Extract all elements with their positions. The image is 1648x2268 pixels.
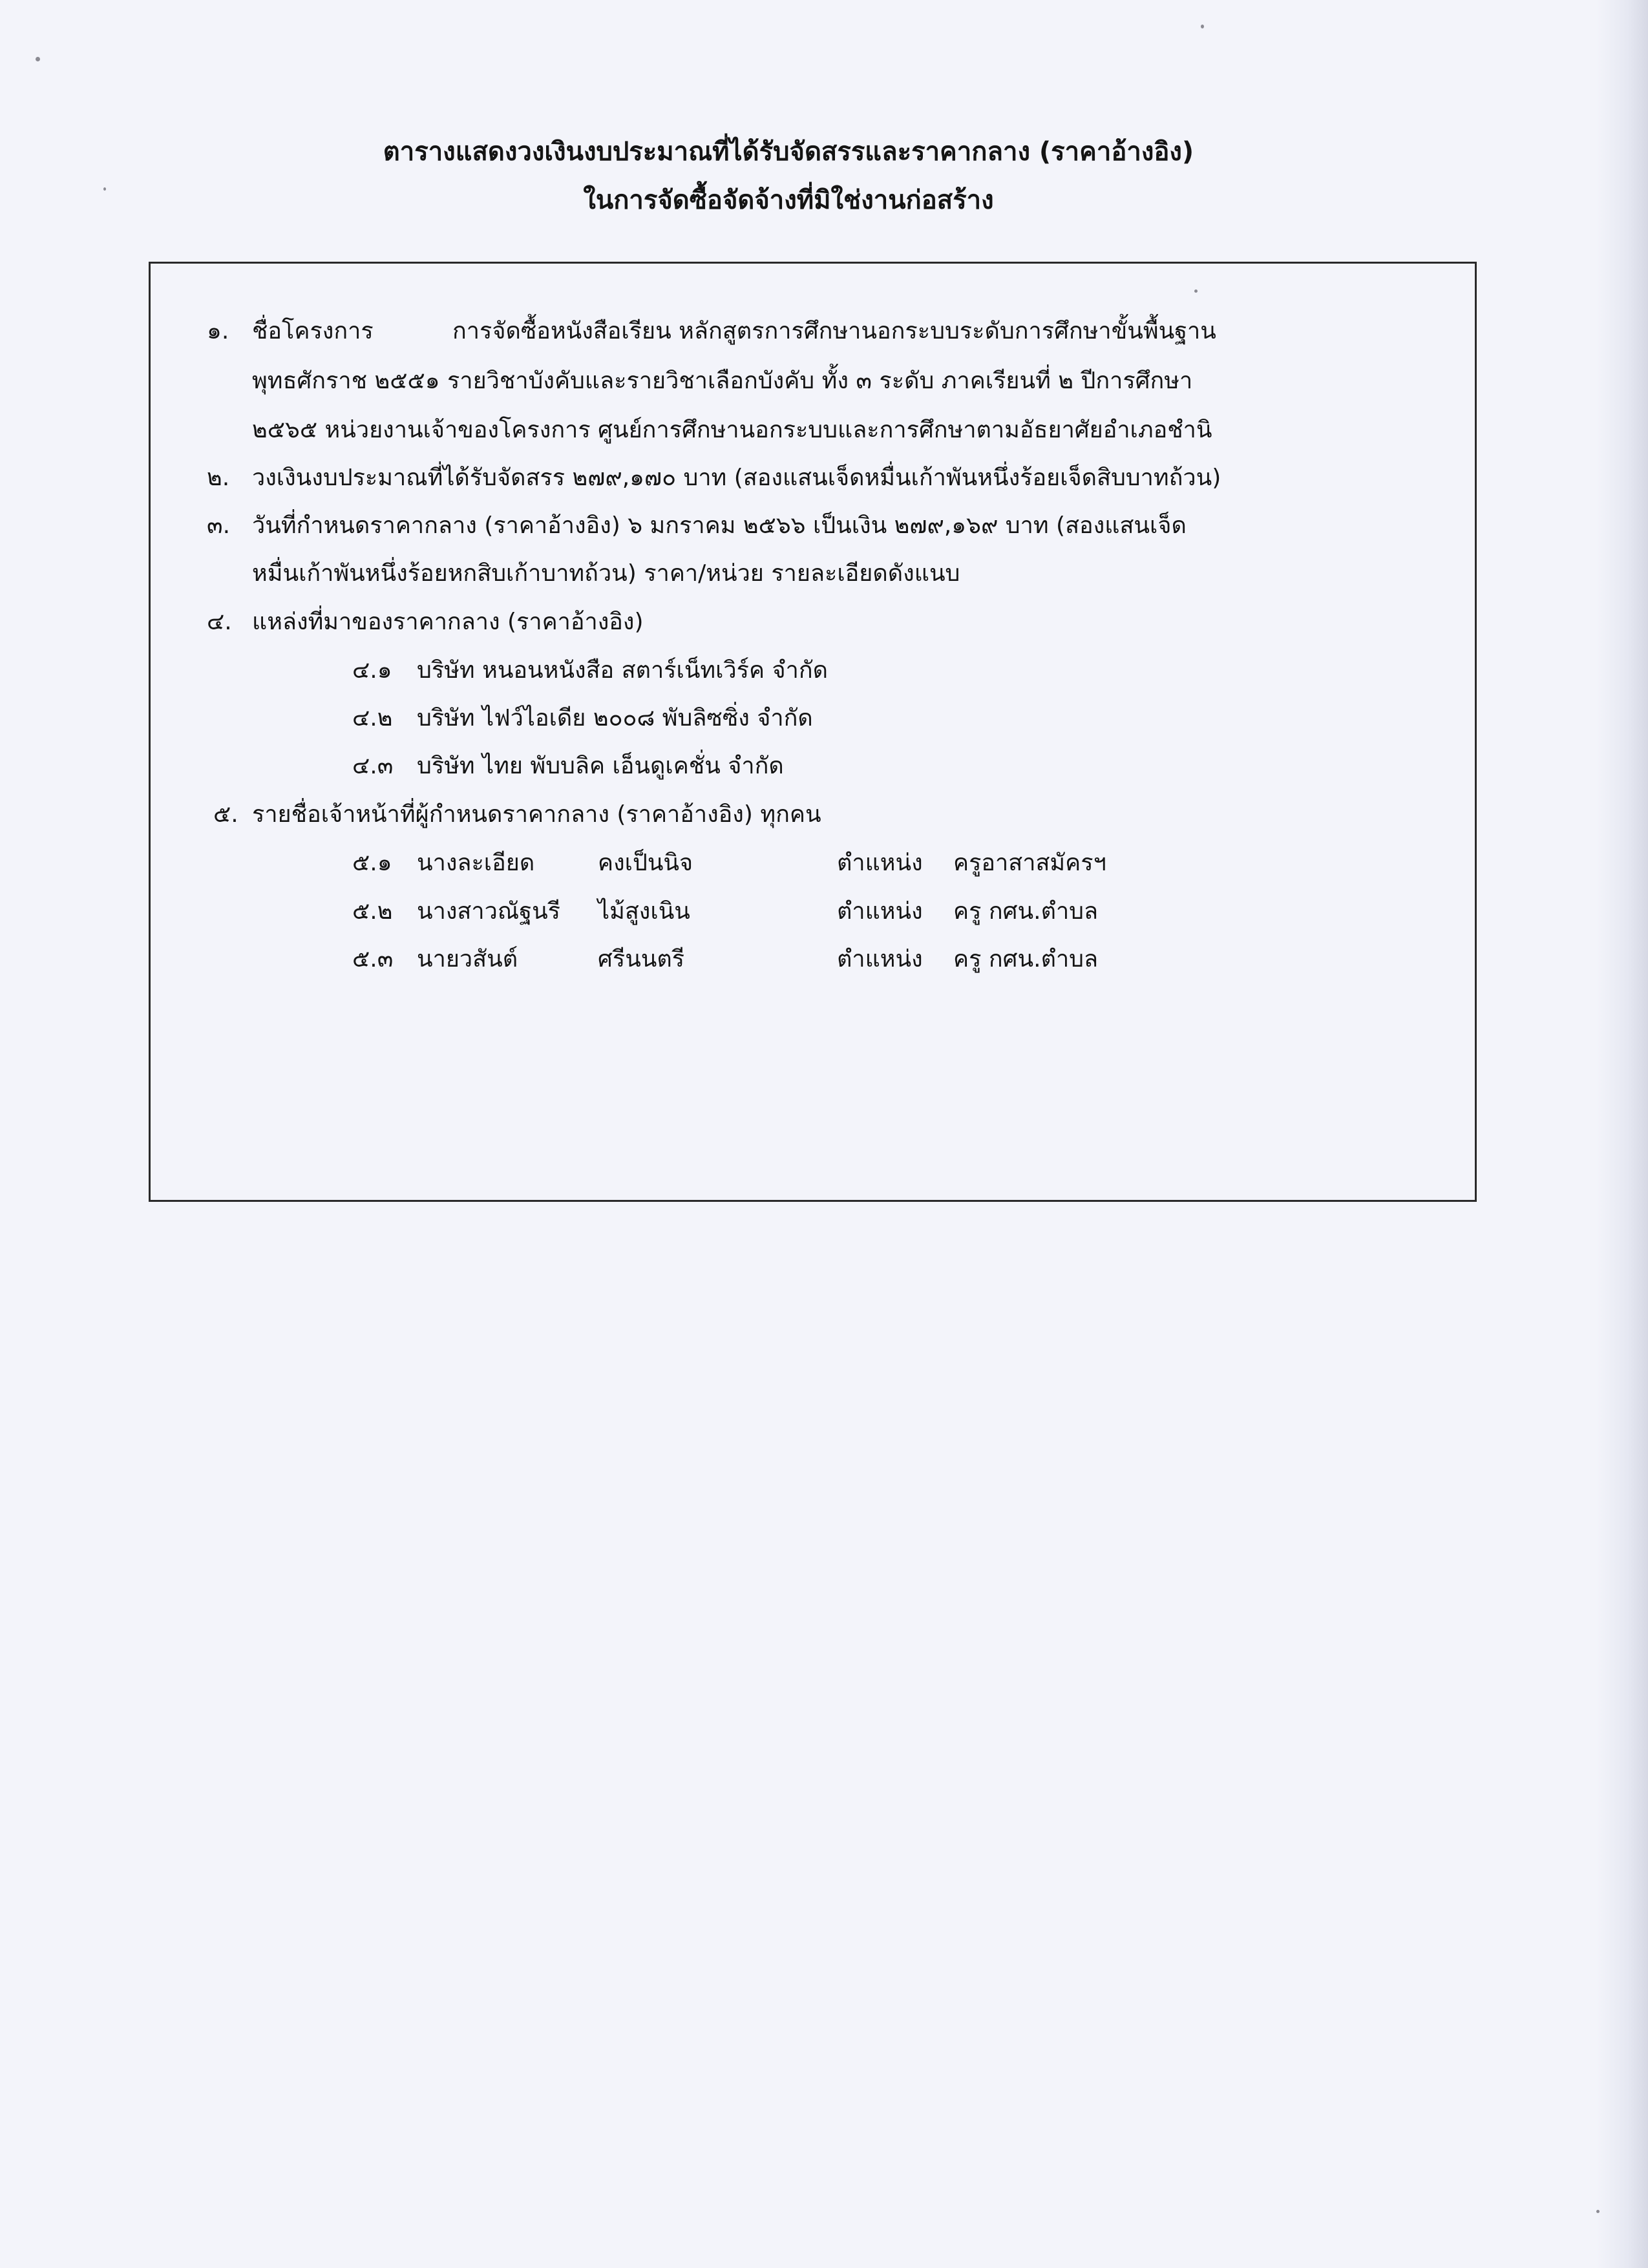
officer-3-position: ครู กศน.ตำบล bbox=[953, 946, 1099, 972]
item-1-label: ชื่อโครงการ bbox=[252, 318, 374, 344]
item-1-text-a: การจัดซื้อหนังสือเรียน หลักสูตรการศึกษานอกระบบระดับการศึกษาขั้นพื้นฐาน bbox=[452, 318, 1216, 344]
scan-speck bbox=[1596, 2210, 1600, 2213]
scan-speck bbox=[1201, 25, 1204, 28]
officer-1-position: ครูอาสาสมัครฯ bbox=[953, 850, 1106, 876]
item-1-number: ๑. bbox=[207, 318, 229, 344]
source-1-number: ๔.๑ bbox=[352, 657, 392, 684]
officer-1-position-label: ตำแหน่ง bbox=[837, 850, 923, 876]
officer-2-position: ครู กศน.ตำบล bbox=[953, 898, 1099, 925]
scan-shadow-edge bbox=[1596, 0, 1648, 2268]
officer-3-name: นายวสันต์ bbox=[417, 946, 518, 972]
item-1-text-c: ๒๕๖๕ หน่วยงานเจ้าของโครงการ ศูนย์การศึกษานอกระบบและการศึกษาตามอัธยาศัยอำเภอชำนิ bbox=[252, 417, 1212, 443]
officer-2-number: ๕.๒ bbox=[352, 898, 393, 925]
officer-3-surname: ศรีนนตรี bbox=[598, 946, 685, 972]
officer-3-position-label: ตำแหน่ง bbox=[837, 946, 923, 972]
officer-1-number: ๕.๑ bbox=[352, 850, 392, 876]
item-5-number: ๕. bbox=[213, 801, 238, 828]
officer-1-surname: คงเป็นนิจ bbox=[598, 850, 693, 876]
officer-2-surname: ไม้สูงเนิน bbox=[598, 898, 690, 925]
item-2-number: ๒. bbox=[207, 465, 230, 491]
scan-speck bbox=[36, 57, 40, 61]
item-2-text: วงเงินงบประมาณที่ได้รับจัดสรร ๒๗๙,๑๗๐ บาท (สองแสนเจ็ดหมื่นเก้าพันหนึ่งร้อยเจ็ดสิบบาทถ้วน) bbox=[252, 465, 1221, 491]
document-title-line-2: ในการจัดซื้อจัดจ้างที่มิใช่งานก่อสร้าง bbox=[583, 185, 994, 215]
source-1-name: บริษัท หนอนหนังสือ สตาร์เน็ทเวิร์ค จำกัด bbox=[417, 657, 829, 684]
source-2-name: บริษัท ไฟว์ไอเดีย ๒๐๐๘ พับลิซซิ่ง จำกัด bbox=[417, 705, 813, 731]
officer-1-name: นางละเอียด bbox=[417, 850, 535, 876]
item-1-text-b: พุทธศักราช ๒๕๕๑ รายวิชาบังคับและรายวิชาเลือกบังคับ ทั้ง ๓ ระดับ ภาคเรียนที่ ๒ ปีการศึกษา bbox=[252, 368, 1193, 394]
source-3-name: บริษัท ไทย พับบลิค เอ็นดูเคชั่น จำกัด bbox=[417, 753, 784, 779]
item-3-number: ๓. bbox=[207, 512, 231, 539]
officer-2-name: นางสาวณัฐนรี bbox=[417, 898, 561, 925]
item-5-text: รายชื่อเจ้าหน้าที่ผู้กำหนดราคากลาง (ราคาอ้างอิง) ทุกคน bbox=[252, 801, 821, 828]
source-3-number: ๔.๓ bbox=[352, 753, 394, 779]
officer-2-position-label: ตำแหน่ง bbox=[837, 898, 923, 925]
item-4-number: ๔. bbox=[207, 609, 232, 635]
document-title-line-1: ตารางแสดงวงเงินงบประมาณที่ได้รับจัดสรรและราคากลาง (ราคาอ้างอิง) bbox=[383, 137, 1194, 167]
item-3-text-b: หมื่นเก้าพันหนึ่งร้อยหกสิบเก้าบาทถ้วน) ราคา/หน่วย รายละเอียดดังแนบ bbox=[252, 560, 960, 587]
source-2-number: ๔.๒ bbox=[352, 705, 393, 731]
item-4-text: แหล่งที่มาของราคากลาง (ราคาอ้างอิง) bbox=[252, 609, 644, 635]
officer-3-number: ๕.๓ bbox=[352, 946, 394, 972]
item-3-text-a: วันที่กำหนดราคากลาง (ราคาอ้างอิง) ๖ มกราคม ๒๕๖๖ เป็นเงิน ๒๗๙,๑๖๙ บาท (สองแสนเจ็ด bbox=[252, 512, 1187, 539]
